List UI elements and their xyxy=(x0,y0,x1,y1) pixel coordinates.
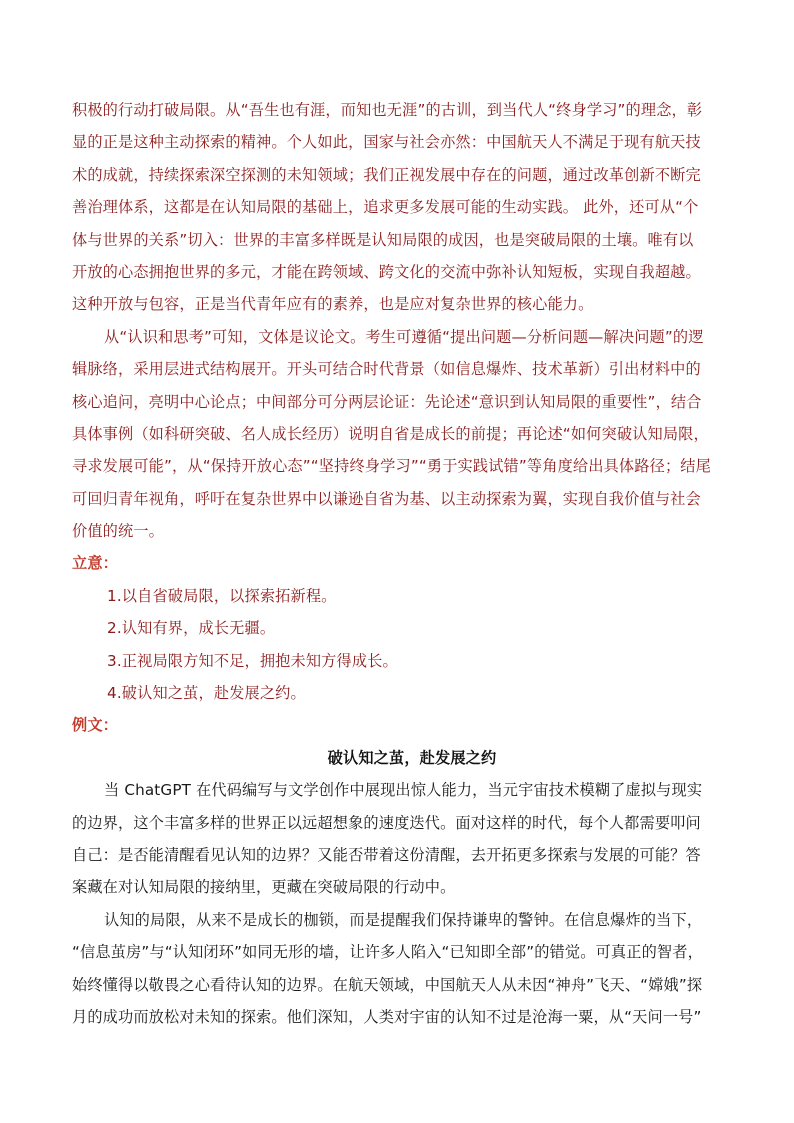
essay-line: 始终懂得以敬畏之心看待认知的边界。在航天领域，中国航天人从未因“神舟”飞天、“嫦娥”探 xyxy=(72,975,703,994)
essay-heading: 例文： xyxy=(72,716,119,735)
intent-heading: 立意： xyxy=(72,554,119,573)
essay-line: 当 ChatGPT 在代码编写与文学创作中展现出惊人能力，当元宇宙技术模糊了虚拟与现实 xyxy=(104,781,703,800)
analysis-line: 辑脉络，采用层进式结构展开。开头可结合时代背景（如信息爆炸、技术革新）引出材料中的 xyxy=(72,360,701,379)
analysis-line: 术的成就，持续探索深空探测的未知领域；我们正视发展中存在的问题，通过改革创新不断完 xyxy=(72,165,701,184)
essay-line: 案藏在对认知局限的接纳里，更藏在突破局限的行动中。 xyxy=(72,878,456,897)
essay-line: 月的成功而放松对未知的探索。他们深知，人类对宇宙的认知不过是沧海一粟，从“天问一号” xyxy=(72,1007,702,1026)
intent-point: 2.认知有界，成长无疆。 xyxy=(107,619,276,638)
analysis-line: 善治理体系，这都是在认知局限的基础上，追求更多发展可能的生动实践。 此外，还可从“个 xyxy=(72,198,699,217)
analysis-line: 寻求发展可能”，从“保持开放心态”“坚持终身学习”“勇于实践试错”等角度给出具体路径；结尾 xyxy=(72,457,711,476)
analysis-line: 具体事例（如科研突破、名人成长经历）说明自省是成长的前提；再论述“如何突破认知局限， xyxy=(72,424,709,443)
analysis-line: 积极的行动打破局限。从“吾生也有涯，而知也无涯”的古训，到当代人“终身学习”的理念，彰 xyxy=(72,101,703,119)
essay-line: 的边界，这个丰富多样的世界正以远超想象的速度迭代。面对这样的时代，每个人都需要叩问 xyxy=(72,813,701,832)
intent-point: 4.破认知之茧，赴发展之约。 xyxy=(107,684,306,703)
analysis-line: 这种开放与包容，正是当代青年应有的素养，也是应对复杂世界的核心能力。 xyxy=(72,295,594,314)
analysis-line: 价值的统一。 xyxy=(72,522,165,541)
analysis-line: 从“认识和思考”可知，文体是议论文。考生可遵循“提出问题—分析问题—解决问题”的逻 xyxy=(104,327,704,346)
essay-line: 认知的局限，从来不是成长的枷锁，而是提醒我们保持谦卑的警钟。在信息爆炸的当下， xyxy=(104,910,703,929)
analysis-line: 体与世界的关系”切入：世界的丰富多样既是认知局限的成因，也是突破局限的土壤。唯有以 xyxy=(72,230,694,249)
analysis-line: 核心追问，亮明中心论点；中间部分可分两层论证：先论述“意识到认知局限的重要性”，结合 xyxy=(72,392,702,411)
analysis-line: 显的正是这种主动探索的精神。个人如此，国家与社会亦然：中国航天人不满足于现有航天技 xyxy=(72,133,701,152)
essay-line: 自己：是否能清醒看见认知的边界？又能否带着这份清醒，去开拓更多探索与发展的可能？答 xyxy=(72,845,701,864)
analysis-line: 可回归青年视角，呼吁在复杂世界中以谦逊自省为基、以主动探索为翼，实现自我价值与社会 xyxy=(72,489,701,508)
essay-line: “信息茧房”与“认知闭环”如同无形的墙，让许多人陷入“已知即全部”的错觉。可真正的智者， xyxy=(72,943,703,962)
intent-point: 3.正视局限方知不足，拥抱未知方得成长。 xyxy=(107,651,398,670)
analysis-line: 开放的心态拥抱世界的多元，才能在跨领域、跨文化的交流中弥补认知短板，实现自我超越。 xyxy=(72,262,701,281)
document-body xyxy=(72,94,728,1033)
intent-point: 1.以自省破局限，以探索拓新程。 xyxy=(107,586,337,605)
essay-title: 破认知之茧，赴发展之约 xyxy=(327,748,497,767)
